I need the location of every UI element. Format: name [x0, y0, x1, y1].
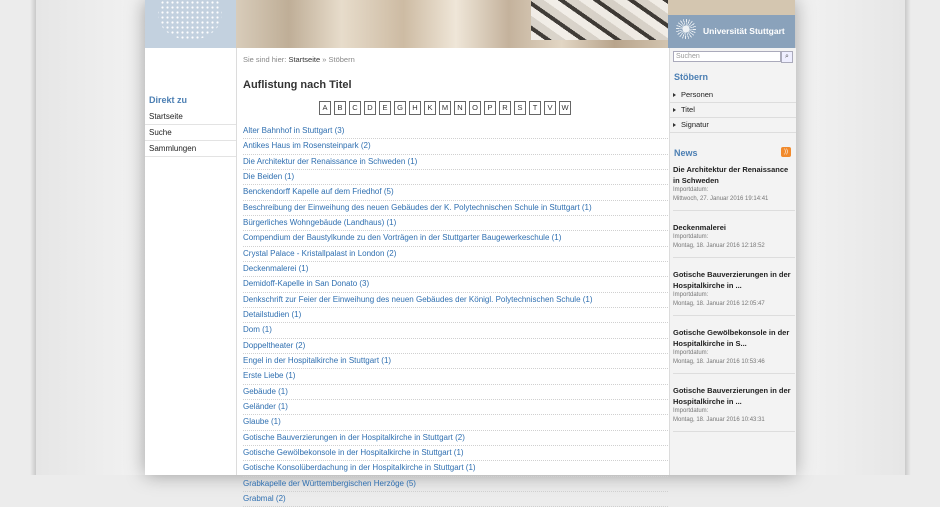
news-item[interactable]: [673, 269, 795, 316]
alphabet-letter-n[interactable]: N: [454, 101, 466, 115]
list-item[interactable]: Demidoff-Kapelle in San Donato (3): [243, 277, 668, 292]
title-list: [243, 124, 668, 507]
alphabet-letter-d[interactable]: D: [364, 101, 376, 115]
triangle-right-icon: [673, 93, 676, 97]
list-item[interactable]: Die Architektur der Renaissance in Schweden (1): [243, 155, 668, 170]
alphabet-letter-o[interactable]: O: [469, 101, 481, 115]
list-item[interactable]: Glaube (1): [243, 415, 668, 430]
alphabet-letter-r[interactable]: R: [499, 101, 511, 115]
news-item[interactable]: [673, 222, 795, 258]
breadcrumb-prefix: Sie sind hier:: [243, 55, 287, 64]
breadcrumb-home-link[interactable]: Startseite: [288, 55, 321, 64]
dot-pattern-icon: [145, 0, 236, 48]
list-item[interactable]: Denkschrift zur Feier der Einweihung des neuen Gebäudes der Königl. Polytechnischen Schule (1): [243, 293, 668, 308]
list-item[interactable]: Dom (1): [243, 323, 668, 338]
list-item[interactable]: Die Beiden (1): [243, 170, 668, 185]
list-item[interactable]: Deckenmalerei (1): [243, 262, 668, 277]
alphabet-letter-s[interactable]: S: [514, 101, 526, 115]
search-button[interactable]: [781, 51, 793, 63]
nav-item-suche[interactable]: Suche: [145, 125, 236, 141]
direct-to-heading: Direkt zu: [149, 95, 188, 105]
header-photo-ceiling: [531, 0, 671, 40]
browse-item-signatur[interactable]: [670, 118, 796, 133]
alphabet-letter-g[interactable]: G: [394, 101, 406, 115]
news-item-title[interactable]: Gotische Gewölbekonsole in der Hospitalkirche in S...: [673, 328, 790, 348]
page-shadow-right: [905, 0, 911, 475]
page-margin-right: [795, 0, 905, 475]
nav-item-startseite[interactable]: Startseite: [145, 109, 236, 125]
browse-item-label: Personen: [681, 90, 714, 99]
left-sidebar: [145, 48, 237, 475]
alphabet-letter-w[interactable]: W: [559, 101, 571, 115]
triangle-right-icon: [673, 108, 676, 112]
news-divider: [673, 210, 795, 211]
breadcrumb-current: Stöbern: [328, 55, 355, 64]
alphabet-letter-k[interactable]: K: [424, 101, 436, 115]
list-item[interactable]: Beschreibung der Einweihung des neuen Gebäudes der K. Polytechnischen Schule in Stuttgart (1): [243, 201, 668, 216]
alphabet-filter: [319, 101, 574, 115]
news-item-date: Montag, 18. Januar 2016 10:53:46: [673, 359, 765, 365]
list-item[interactable]: Benckendorff Kapelle auf dem Friedhof (5): [243, 185, 668, 200]
main-content: [243, 48, 668, 503]
page-title: Auflistung nach Titel: [243, 79, 352, 91]
breadcrumb-separator: »: [322, 55, 327, 64]
list-item[interactable]: Grabkapelle der Württembergischen Herzöge (5): [243, 477, 668, 492]
browse-item-label: Signatur: [681, 120, 709, 129]
alphabet-letter-m[interactable]: M: [439, 101, 451, 115]
news-divider: [673, 373, 795, 374]
news-item-meta-label: Importdatum:: [673, 292, 709, 298]
list-item[interactable]: Bürgerliches Wohngebäude (Landhaus) (1): [243, 216, 668, 231]
news-divider: [673, 257, 795, 258]
search-input[interactable]: Suchen: [673, 51, 781, 62]
news-item[interactable]: [673, 164, 795, 211]
news-item[interactable]: [673, 385, 795, 432]
news-heading: News: [674, 148, 698, 158]
list-item[interactable]: Erste Liebe (1): [243, 369, 668, 384]
page-margin-left: [36, 0, 145, 475]
news-item-date: Montag, 18. Januar 2016 12:05:47: [673, 301, 765, 307]
alphabet-letter-p[interactable]: P: [484, 101, 496, 115]
news-item-title[interactable]: Gotische Bauverzierungen in der Hospitalkirche in ...: [673, 386, 791, 406]
list-item[interactable]: Gotische Gewölbekonsole in der Hospitalkirche in Stuttgart (1): [243, 446, 668, 461]
alphabet-letter-e[interactable]: E: [379, 101, 391, 115]
header-logo-pattern: [145, 0, 236, 48]
alphabet-letter-v[interactable]: V: [544, 101, 556, 115]
list-item[interactable]: Gotische Konsolüberdachung in der Hospitalkirche in Stuttgart (1): [243, 461, 668, 476]
browse-item-personen[interactable]: [670, 88, 796, 103]
list-item[interactable]: Compendium der Baustylkunde zu den Vorträgen in der Stuttgarter Baugewerkeschule (1): [243, 231, 668, 246]
browse-item-titel[interactable]: [670, 103, 796, 118]
list-item[interactable]: Gotische Bauverzierungen in der Hospitalkirche in Stuttgart (2): [243, 431, 668, 446]
news-item-meta-label: Importdatum:: [673, 187, 709, 193]
news-item-date: Montag, 18. Januar 2016 10:43:31: [673, 417, 765, 423]
list-item[interactable]: Doppeltheater (2): [243, 339, 668, 354]
nav-item-sammlungen[interactable]: Sammlungen: [145, 141, 236, 157]
breadcrumb: [243, 55, 355, 64]
news-item-meta-label: Importdatum:: [673, 350, 709, 356]
alphabet-letter-c[interactable]: C: [349, 101, 361, 115]
browse-list: [670, 88, 796, 133]
university-name[interactable]: Universität Stuttgart: [703, 26, 785, 36]
news-divider: [673, 431, 795, 432]
search-icon: ⌕: [785, 53, 789, 60]
browse-item-label: Titel: [681, 105, 695, 114]
news-item-meta-label: Importdatum:: [673, 234, 709, 240]
alphabet-letter-t[interactable]: T: [529, 101, 541, 115]
browse-heading: Stöbern: [674, 72, 709, 82]
news-divider: [673, 315, 795, 316]
list-item[interactable]: Geländer (1): [243, 400, 668, 415]
alphabet-letter-a[interactable]: A: [319, 101, 331, 115]
news-item-date: Montag, 18. Januar 2016 12:18:52: [673, 243, 765, 249]
news-item[interactable]: [673, 327, 795, 374]
alphabet-letter-h[interactable]: H: [409, 101, 421, 115]
list-item[interactable]: Grabmal (2): [243, 492, 668, 507]
rss-feed-icon[interactable]: )): [781, 147, 791, 157]
right-sidebar: [669, 48, 796, 475]
alphabet-letter-b[interactable]: B: [334, 101, 346, 115]
news-item-title[interactable]: Die Architektur der Renaissance in Schweden: [673, 165, 789, 185]
list-item[interactable]: Antikes Haus im Rosensteinpark (2): [243, 139, 668, 154]
news-item-date: Mittwoch, 27. Januar 2016 19:14:41: [673, 196, 769, 202]
news-item-title[interactable]: Deckenmalerei: [673, 223, 726, 232]
header-tan-band: [668, 0, 795, 15]
list-item[interactable]: Engel in der Hospitalkirche in Stuttgart (1): [243, 354, 668, 369]
site-header: [145, 0, 795, 48]
news-item-title[interactable]: Gotische Bauverzierungen in der Hospitalkirche in ...: [673, 270, 791, 290]
university-seal-icon: [676, 19, 696, 39]
list-item[interactable]: Detailstudien (1): [243, 308, 668, 323]
triangle-right-icon: [673, 123, 676, 127]
news-item-meta-label: Importdatum:: [673, 408, 709, 414]
list-item[interactable]: Gebäude (1): [243, 385, 668, 400]
list-item[interactable]: Crystal Palace - Kristallpalast in London (2): [243, 247, 668, 262]
list-item[interactable]: Alter Bahnhof in Stuttgart (3): [243, 124, 668, 139]
direct-nav-list: [145, 109, 236, 157]
